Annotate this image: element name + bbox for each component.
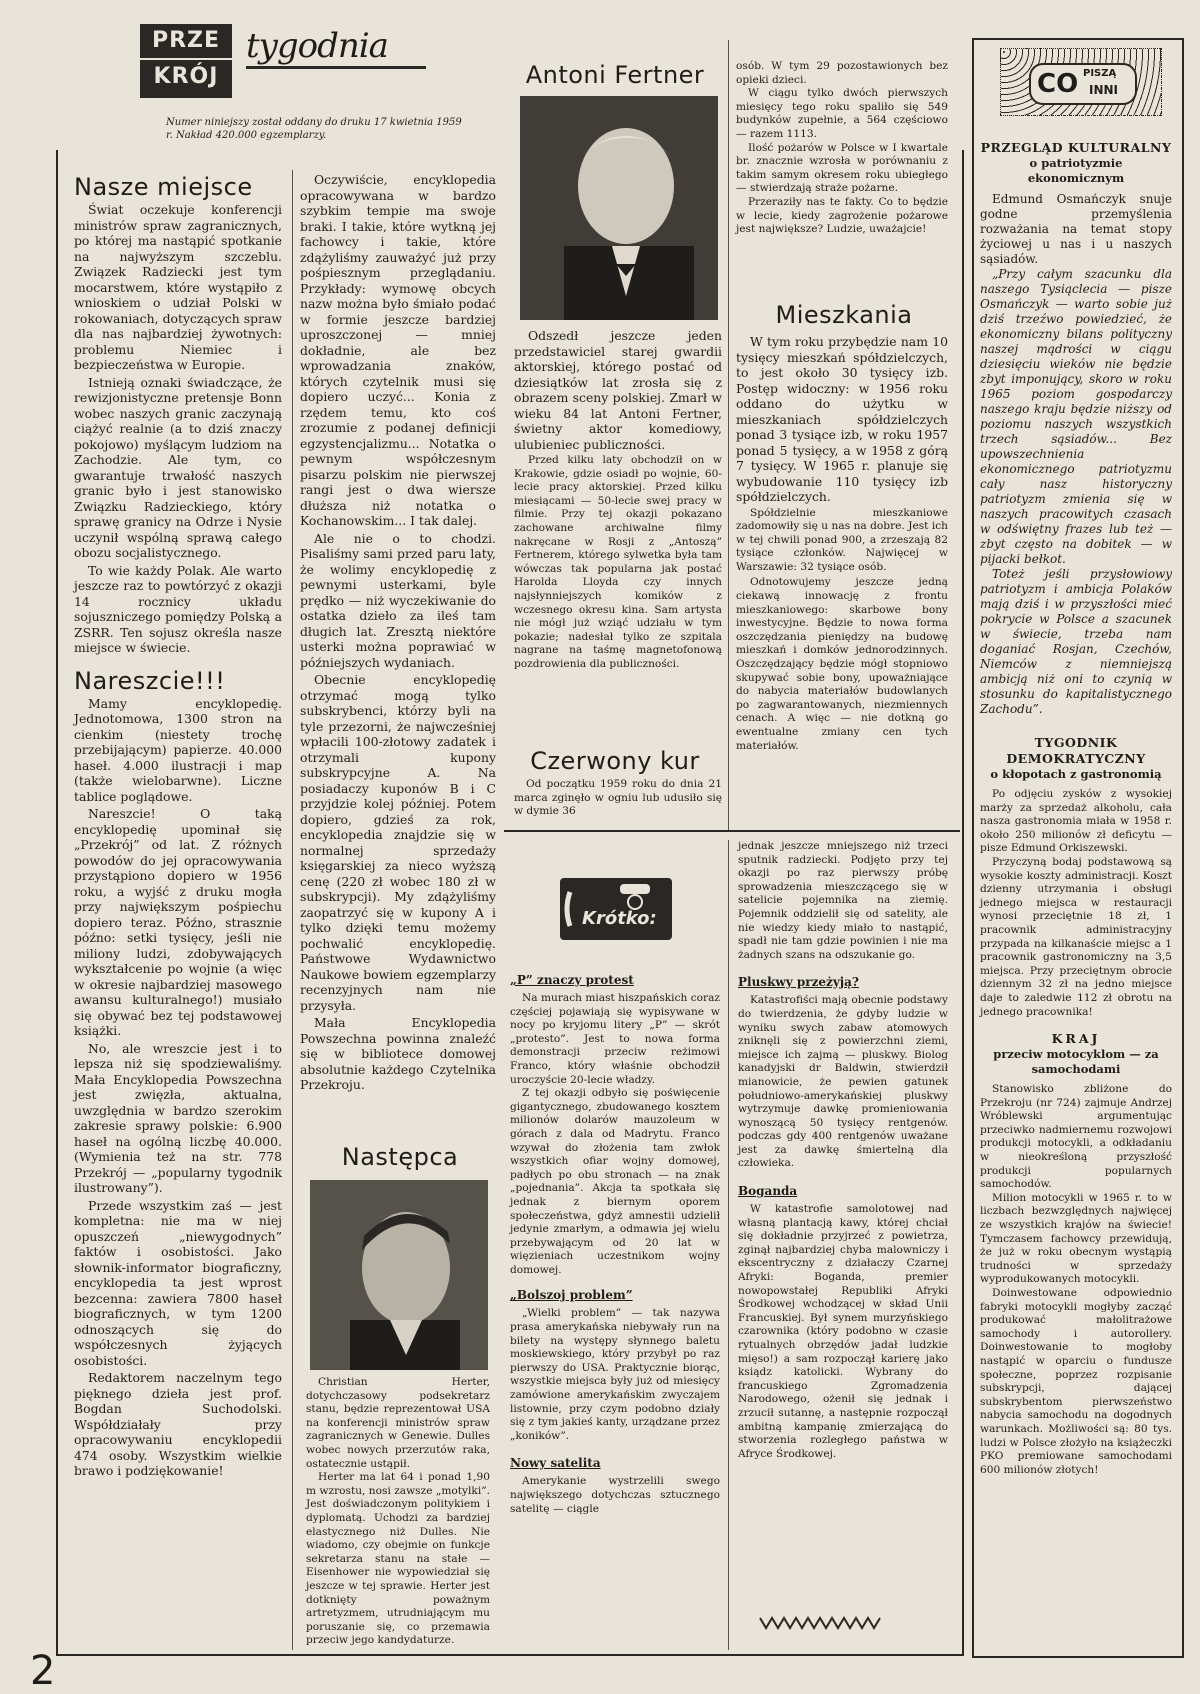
tygodnik-demokratyczny-head: TYGODNIK DEMOKRATYCZNY xyxy=(1006,735,1146,766)
column4-bottom-p1: jednak jeszcze mniejszego niż trzeci sputnik radziecki. Podjęto przy tej okazji po raz pierwszy próbę sprowadzenia mieszczącego się w satelicie pojemnika na ziemię. Pojemnik oddzielił się od satelity, ale nie wiedzy kiedy miało to nastąpić, spadł nie tam gdzie powinien i nie ma żadnych szans na odszukanie go. xyxy=(738,840,948,961)
czerwony-kur-p1: Od początku 1959 roku do dnia 21 marca zginęło w ogniu lub udusiło się w dymie 36 xyxy=(514,778,722,818)
s3-p2: Milion motocykli w 1965 r. to w liczbach bezwzględnych najwięcej ze wszystkich krajów na świecie! Tymczasem fachowcy przewidują, że już w roku obecnym wystąpią trudności w sprzedaży wyprodukowanych motocykli. xyxy=(980,1191,1172,1286)
boganda-text: W katastrofie samolotowej nad własną plantacją kawy, której chciał się dokładnie przyjrzeć z powietrza, zginął najbardziej chyba malowniczy i ekscentryczny z działaczy Czarnej Afryki: Boganda, premier nowopowstałej Republiki Afryki Środkowej wchodzącej w skład Unii Francuskiej. Był synem murzyńskiego czarownika (który podobno w czasie rytualnych obrzędów jadał ludzkie mięso!) a sam rozpoczął karierę jako ksiądz katolicki. Wybrany do francuskiego Zgromadzenia Narodowego, ożenił się jednak i zrzucił sutannę, a następnie rozpoczął ambitną kampanię zmierzającą do stworzenia rozległego państwa w Afryce Środkowej. xyxy=(738,1203,948,1460)
kraj-sub: przeciw motocyklom — za samochodami xyxy=(993,1047,1159,1077)
column-2 xyxy=(300,172,496,1095)
nareszcie-p5: Redaktorem naczelnym tego pięknego dzieła jest prof. Bogdan Suchodolski. Współdziałały przy opracowywaniu encyklopedii 474 osoby. Wszystkim wielkie brawo i podziękowanie! xyxy=(74,1370,282,1478)
nastepca-text xyxy=(306,1376,490,1648)
nastepca-title: Następca xyxy=(341,1143,459,1171)
column4-top-p1: osób. W tym 29 pozostawionych bez opieki dzieci. xyxy=(736,60,948,86)
boganda-title: Boganda xyxy=(738,1184,798,1199)
column2-p4: Mała Encyklopedia Powszechna powinna znaleźć się w bibliotece domowej absolutnie każdego Czytelnika Przekroju. xyxy=(300,1015,496,1092)
nastepca-p1: Christian Herter, dotychczasowy podsekretarz stanu, będzie reprezentował USA na konferencji ministrów spraw zagranicznych w Genewie. Dulles wobec nowych przerzutów raka, ostatecznie ustąpił. xyxy=(306,1376,490,1470)
column4-top-p2: W ciągu tylko dwóch pierwszych miesięcy tego roku spaliło się 549 budynków zupełnie, a 564 częściowo — razem 1113. xyxy=(736,87,948,140)
logo-co: CO xyxy=(1037,69,1079,99)
nasze-miejsce-p1: Świat oczekuje konferencji ministrów spraw zagranicznych, po której ma nastąpić spotkanie na najwyższym szczeblu. Związek Radziecki jest tym mocarstwem, które wystąpiło z wnioskiem o udział Polski w rokowaniach, dotyczących spraw dla nas najbardziej żywotnych: problemu Niemiec i bezpieczeństwa w Europie. xyxy=(74,202,282,372)
logo-line-1: PRZE xyxy=(140,24,232,60)
nareszcie-p3: No, ale wreszcie jest i to lepsza niż się spodziewaliśmy. Mała Encyklopedia Powszechna jest zwięzła, aktualna, uwzględnia w bardzo szerokim zakresie sprawy polskie: 6.900 haseł na ogólną liczbę 40.000. (Wymienia też na str. 778 Przekrój — „popularny tygodnik ilustrowany”). xyxy=(74,1040,282,1195)
fertner-portrait-image xyxy=(520,96,718,320)
logo-line-2: KRÓJ xyxy=(153,64,219,89)
signature-mark xyxy=(758,1612,888,1632)
column-rule xyxy=(728,40,729,830)
satelita-text: Amerykanie wystrzelili swego największego dotychczas sztucznego satelitę — ciągle xyxy=(510,1475,720,1515)
nasze-miejsce-title: Nasze miejsce xyxy=(74,173,253,201)
co-pisza-inner xyxy=(1029,63,1137,105)
page-number: 2 xyxy=(30,1648,56,1694)
mieszkania-text xyxy=(736,334,948,755)
column-4-top xyxy=(736,60,948,237)
column2-p1: Oczywiście, encyklopedia opracowywana w bardzo szybkim tempie ma swoje braki. I takie, które wytkną jej fachowcy i takie, które zdążyliśmy zauważyć już przy pośpiesznym przeglądaniu. Przykłady: wymowę obcych nazw można było śmiało podać w formie jeszcze bardziej uproszczonej — mniej dokładnie, ale bez wprowadzania znaków, których czytelnik musi się dopiero uczyć... Konia z rzędem temu, kto coś zrozumie z podanej definicji egzystencjalizmu... Notatka o pewnym współczesnym pisarzu polskim nie pierwszej rangi jest o dwa wiersze dłuższa niż notatka o Kochanowskim... I tak dalej. xyxy=(300,172,496,528)
column-4-bottom xyxy=(738,840,948,1461)
mieszkania-p3: Odnotowujemy jeszcze jedną ciekawą innowację z frontu mieszkaniowego: skarbowe bony inwestycyjne. Będzie to nowa forma oszczędzania pieniędzy na budowę mieszkań i domków jednorodzinnych. Oszczędzający będzie mógł stopniowo skupywać sobie bony, upoważniające do nabycia materiałów budowlanych po zagwarantowanych, niezmiennych cenach. A więc — nie dotkną go ewentualne zmiany cen tych materiałów. xyxy=(736,576,948,752)
nasze-miejsce-p3: To wie każdy Polak. Ale warto jeszcze raz to powtórzyć z okazji 14 rocznicy układu sojuszniczego pomiędzy Polską a ZSRR. Ten sojusz określa nasze miejsce w świecie. xyxy=(74,562,282,655)
fertner-title: Antoni Fertner xyxy=(525,61,705,89)
przekroj-logo xyxy=(140,24,232,98)
s2-p1: Po odjęciu zysków z wysokiej marży za sprzedaż alkoholu, cała nasza gastronomia miała w 1958 r. około 250 milionów zł deficytu — pisze Edmund Orkiszewski. xyxy=(980,788,1172,855)
mieszkania-p1: W tym roku przybędzie nam 10 tysięcy mieszkań spółdzielczych, to jest około 30 tysięcy izb. Postęp widoczny: w 1956 roku oddano do użytku w mieszkaniach spółdzielczych ponad 3 tysiące izb, w roku 1957 ponad 5 tysięcy, a w 1958 z górą 7 tysięcy. W 1965 r. planuje się wybudowanie 110 tysięcy izb spółdzielczych. xyxy=(736,334,948,504)
mieszkania-title: Mieszkania xyxy=(775,301,913,329)
s1-quote2: Toteż jeśli przysłowiowy patriotyzm i ambicja Polaków mają dziś i w przyszłości mieć pokrycie w Polsce a szacunek w świecie, trzeba nam doganiać Rosjan, Czechów, Niemców z niemniejszą ambicją niż oni to czynią w stosunku do kapitalistycznego Zachodu”. xyxy=(980,567,1172,716)
krotko-column xyxy=(510,972,720,1516)
column-rule xyxy=(728,840,729,1650)
bolszoj-title: „Bolszoj problem” xyxy=(510,1288,633,1303)
s3-p1: Stanowisko zbliżone do Przekroju (nr 724) zajmuje Andrzej Wróblewski argumentując przeciwko nadmiernemu rozwojowi produkcji motocykli, a odkładaniu w nieokreśloną przyszłość produkcji popularnych samochodów. xyxy=(980,1083,1172,1191)
pluskwy-title: Pluskwy przeżyją? xyxy=(738,975,859,990)
fertner-p2: Przed kilku laty obchodził on w Krakowie, gdzie osiadł po wojnie, 60-lecie pracy aktorskiej. Przed kilku miesiącami — 50-lecie swej pracy w filmie. Przy tej okazji pokazano zachowane archiwalne filmy nakręcane w Rosji z „Antoszą” Fertnerem, którego sylwetka była tam wówczas tak popularna jak postać Harolda Lloyda czy innych najsłynniejszych komików z wczesnego okresu kina. Sam artysta nie mógł już wziąć udziału w tym pokazie; nadesłał tylko ze szpitala nagrane na taśmę magnetofonową pozdrowienia dla publiczności. xyxy=(514,454,722,670)
p-protest-p2: Z tej okazji odbyło się poświęcenie gigantycznego, zbudowanego kosztem milionów dolarów mauzoleum w górach z dala od Madrytu. Franco wzywał do złożenia tam zwłok wszystkich ofiar wojny domowej, padłych po obu stronach — na znak „pojednania”. Akcja ta spotkała się jednak z biernym oporem społeczeństwa, gdyż amnestii udzielił jedynie zmarłym, a odmawia jej wielu przebywającym od 20 lat w więzieniach uczestnikom wojny domowej. xyxy=(510,1087,720,1276)
nareszcie-p2: Nareszcie! O taką encyklopedię upominał się „Przekrój” od lat. Z różnych powodów do jej opracowywania przystąpiono dopiero w 1956 roku, a wyjść z druku mogła przy największym pośpiechu dopiero teraz. Późno, strasznie późno: setki tysięcy, jeśli nie miliony ludzi, zdobywających wykształcenie po wojnie (a więc w okresie najbardziej masowego awansu kulturalnego!) musiało się obywać bez tej podstawowej książki. xyxy=(74,806,282,1038)
fertner-photo xyxy=(520,96,718,320)
column-1 xyxy=(74,172,282,1481)
column2-p3: Obecnie encyklopedię otrzymać mogą tylko subskrybenci, którzy byli na tyle przezorni, że najwcześniej wpłacili 100-złotowy zadatek i otrzymali kupony subskrypcyjne A. Na posiadaczy kuponów B i C przyjdzie kolej później. Potem dopiero, gdzieś za rok, encyklopedia znajdzie się w normalnej sprzedaży księgarskiej za nieco wyższą cenę (220 zł wobec 180 zł w subskrypcji). My zdążyliśmy zaopatrzyć się w kupony A i tylko dzięki temu możemy pochwalić encyklopedię. Państwowe Wydawnictwo Naukowe bowiem egzemplarzy recenzyjnych nam nie przysyła. xyxy=(300,672,496,1013)
herter-portrait-image xyxy=(310,1180,488,1370)
s1-quote: „Przy całym szacunku dla naszego Tysiąclecia — pisze Osmańczyk — warto sobie już dziś trzeźwo powiedzieć, że ekonomiczny bilans polityczny naszej mądrości w ciągu dziesięciu wieków nie będzie zbyt imponujący, skoro w roku 1965 poziom gospodarczy naszego kraju będzie niższy od poziomu naszych wszystkich trzech sąsiadów... Bez upowszechnienia ekonomicznego patriotyzmu cały nasz historyczny patriotyzm zmienia się w naszych pracowitych czasach w odświętny frazes lub też — zbyt często na dobitek — w pijacki bełkot. xyxy=(980,267,1172,566)
column4-top-p3: Ilość pożarów w Polsce w I kwartale br. znacznie wzrosła w porównaniu z takim samym okresem roku ubiegłego — stwierdzają straże pożarne. xyxy=(736,141,948,195)
logo-pisza: PISZĄ xyxy=(1083,68,1117,79)
nareszcie-p4: Przede wszystkim zaś — jest kompletna: nie ma w niej opuszczeń „niewygodnych” faktów i osobistości. Jako słownik-informator biograficzny, encyklopedia ta jest wprost bezcenna: zawiera 7800 haseł biograficznych, w tym 1200 odnoszących się do współczesnych żyjących osobistości. xyxy=(74,1197,282,1368)
co-pisza-inni-logo xyxy=(1000,48,1162,116)
column4-top-p4: Przeraziły nas te fakty. Co to będzie w lecie, kiedy zagrożenie pożarowe jest największe? Ludzie, uważajcie! xyxy=(736,195,948,236)
issue-note: Numer niniejszy został oddany do druku 17 kwietnia 1959 r. Nakład 420.000 egzemplarzy. xyxy=(166,117,462,141)
pluskwy-text: Katastrofiści mają obecnie podstawy do twierdzenia, że gdyby ludzie w wyniku swych zabaw atomowych zniknęli się z powierzchni ziemi, miejsce ich zajmą — pluskwy. Biolog kanadyjski dr Baldwin, stwierdził mianowicie, że pewien gatunek południowo-amerykańskiej pluskwy wytrzymuje dawkę promieniowania wynoszącą 50 tysięcy rentgenów. podczas gdy 400 rentgenów uważane jest za dawkę śmiertelną dla człowieka. xyxy=(738,994,948,1170)
mieszkania-p2: Spółdzielnie mieszkaniowe zadomowiły się u nas na dobre. Jest ich w tej chwili ponad 900, a zrzeszają 82 tysiące członków. Najwięcej w Warszawie: 32 tysiące osób. xyxy=(736,506,948,573)
kraj-head: KRAJ xyxy=(1051,1031,1101,1047)
p-protest-title: „P” znaczy protest xyxy=(510,973,634,987)
logo-inni: INNI xyxy=(1089,83,1119,97)
p-protest-p1: Na murach miast hiszpańskich coraz częściej pojawiają się wypisywane w nocy po kryjomu litery „P” — skrót „protesto”. Jest to nowa forma demonstracji przeciw reżimowi Franco, który właśnie obchodził uroczyście 20-lecie władzy. xyxy=(510,992,720,1086)
bolszoj-text: „Wielki problem” — tak nazywa prasa amerykańska niebywały run na bilety na występy słynnego baletu moskiewskiego, który przybył po raz pierwszy do USA. Praktycznie biorąc, wszystkie miejsca były już od miesięcy zamówione amerykańskim zwyczajem listownie, przy czym podobno działy się z tym jakieś kanty, urządzane przez „koników”. xyxy=(510,1307,720,1442)
masthead-subtitle: tygodnia xyxy=(246,26,426,69)
column-rule xyxy=(292,170,293,1650)
tygodnik-demokratyczny-sub: o kłopotach z gastronomią xyxy=(990,767,1162,781)
column2-p2: Ale nie o to chodzi. Pisaliśmy sami przed paru laty, że wolimy encyklopedię z pewnymi usterkami, byle prędko — niż wyczekiwanie do ostatka dzieło za ileś tam długich lat. Zresztą niektóre usterki można poprawiać w późniejszych wydaniach. xyxy=(300,530,496,670)
s3-p3: Doinwestowane odpowiednio fabryki motocykli mogłyby zacząć produkować małolitrażowe samochody i autorollery. Doinwestowanie to mogłoby nastąpić w oparciu o fundusze społeczne, poprzez rozpisanie subskrypcji, dającej subskrybentom pierwszeństwo nabycia samochodu na dogodnych warunkach. Możliwości są: 80 tys. ludzi w Polsce złożyło na książeczki PKO premiowane samochodami 600 milionów złotych! xyxy=(980,1287,1172,1476)
section-divider xyxy=(504,830,960,832)
s2-p2: Przyczyną bodaj podstawową są wysokie koszty administracji. Koszt dzienny utrzymania i obsługi jednego miejsca w restauracji wynosi przeciętnie 18 zł, 1 pracownik administracyjny przypada na kilkanaście miejsc a 1 pracownik gastronomiczny na 3,5 miejsca. Przy przeciętnym obrocie dziennym 32 zł na jedno miejsce daje to zaledwie 112 zł obrotu na jednego pracownika! xyxy=(980,855,1172,1018)
nareszcie-p1: Mamy encyklopedię. Jednotomowa, 1300 stron na cienkim (niestety trochę przebijającym) papierze. 40.000 haseł. 4.000 ilustracji i map (także wielobarwne). Liczne tablice poglądowe. xyxy=(74,695,282,804)
fertner-p1: Odszedł jeszcze jeden przedstawiciel starej gwardii aktorskiej, którego postać od dziesiątków lat zrosła się z obrazem sceny polskiej. Zmarł w wieku 84 lat Antoni Fertner, świetny aktor komediowy, ulubieniec publiczności. xyxy=(514,328,722,452)
czerwony-kur-title: Czerwony kur xyxy=(530,747,700,775)
fertner-text xyxy=(514,328,722,674)
herter-photo xyxy=(310,1180,488,1370)
nastepca-p2: Herter ma lat 64 i ponad 1,90 m wzrostu, nosi zawsze „motylki”. Jest doświadczonym politykiem i dyplomatą. Uchodzi za bardziej elastycznego niż Dulles. Nie wiadomo, czy obejmie on funkcje sekretarza stanu na stałe — Eisenhower nie wypowiedział się jeszcze w tej sprawie. Herter jest dotknięty poważnym artretyzmem, utrudniającym mu poruszanie się, co przemawia przeciw jego kandydaturze. xyxy=(306,1471,490,1647)
nasze-miejsce-p2: Istnieją oznaki świadczące, że rewizjonistyczne pretensje Bonn wobec naszych granic zaczynają ciążyć realnie (a to dziś znaczy pokojowo) myślącym ludziom na Zachodzie. Ale tym, co gwarantuje trwałość naszych granic było i jest stanowisko Związku Radzieckiego, który sprawę granicy na Odrze i Nysie uczynił wspólną sprawą całego obozu socjalistycznego. xyxy=(74,374,282,560)
s1-p1: Edmund Osmańczyk snuje godne przemyślenia rozważania na temat stopy życiowej u nas i u naszych sąsiadów. xyxy=(980,192,1172,266)
czerwony-kur-text xyxy=(514,778,722,819)
przeglad-kulturalny-sub: o patriotyzmie ekonomicznym xyxy=(1027,156,1125,185)
satelita-title: Nowy satelita xyxy=(510,1456,601,1471)
przeglad-kulturalny-head: PRZEGLĄD KULTURALNY xyxy=(980,140,1172,155)
nareszcie-title: Nareszcie!!! xyxy=(74,666,226,695)
krotko-label: Krótko: xyxy=(582,908,657,929)
right-column xyxy=(980,140,1172,1477)
krotko-logo xyxy=(560,878,672,940)
